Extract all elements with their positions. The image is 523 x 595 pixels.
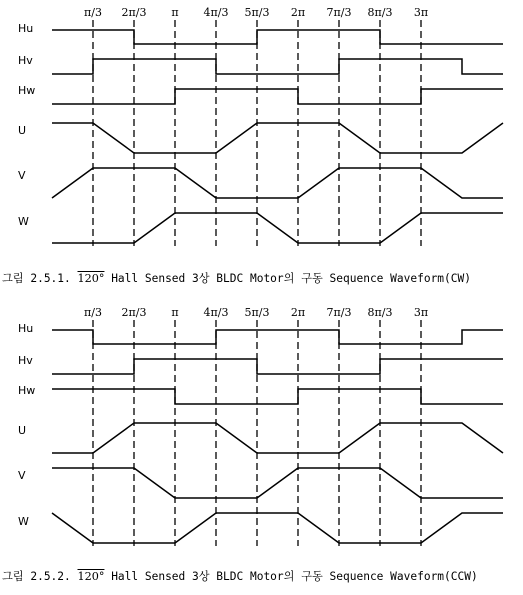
caption-text: Hall Sensed 3상 BLDC Motor의 구동 Sequence Waveform(CW) (104, 272, 471, 285)
signal-waveform-hu (52, 330, 503, 344)
phase-tick-label: π (171, 306, 179, 319)
phase-tick-label: 8π/3 (367, 306, 393, 319)
phase-tick-label: 5π/3 (244, 6, 270, 19)
figure-caption-cw (2, 270, 471, 286)
signal-waveform-hv (52, 59, 503, 74)
signal-label-v: V (18, 169, 26, 182)
signal-waveform-hv (52, 359, 503, 374)
phase-tick-label: 3π (413, 306, 429, 319)
signal-label-v: V (18, 469, 26, 482)
phase-tick-label: π/3 (84, 6, 102, 19)
phase-tick-label: 7π/3 (326, 6, 352, 19)
signal-label-hw: Hw (18, 384, 36, 397)
phase-tick-label: 4π/3 (203, 6, 229, 19)
signal-waveform-hu (52, 30, 503, 44)
caption-text: Hall Sensed 3상 BLDC Motor의 구동 Sequence Waveform(CCW) (104, 570, 478, 583)
signal-label-hu: Hu (18, 22, 34, 35)
signal-label-hu: Hu (18, 322, 34, 335)
phase-tick-label: 2π (290, 306, 306, 319)
signal-waveform-v (52, 168, 503, 198)
phase-tick-label: 5π/3 (244, 306, 270, 319)
signal-waveform-w (52, 513, 503, 543)
phase-tick-label: π (171, 6, 179, 19)
caption-prefix: 그림 2.5.1. (2, 272, 78, 285)
signal-label-w: W (18, 215, 29, 228)
signal-waveform-hw (52, 389, 503, 404)
waveform-plot-ccw (0, 300, 523, 560)
phase-tick-label: 7π/3 (326, 306, 352, 319)
signal-label-w: W (18, 515, 29, 528)
signal-label-hv: Hv (18, 354, 33, 367)
caption-prefix: 그림 2.5.2. (2, 570, 78, 583)
figure-caption-ccw (2, 568, 478, 584)
phase-tick-label: 2π/3 (121, 6, 147, 19)
waveform-figure-cw (0, 0, 523, 285)
signal-waveform-u (52, 123, 503, 153)
signal-label-u: U (18, 424, 27, 437)
waveform-figure-ccw (0, 300, 523, 583)
caption-angle: 120° (77, 570, 105, 583)
signal-waveform-w (52, 213, 503, 243)
waveform-plot-cw (0, 0, 523, 260)
phase-tick-label: 2π (290, 6, 306, 19)
phase-tick-label: π/3 (84, 306, 102, 319)
signal-waveform-v (52, 468, 503, 498)
phase-tick-label: 2π/3 (121, 306, 147, 319)
caption-angle: 120° (77, 272, 105, 285)
signal-waveform-hw (52, 89, 503, 104)
signal-waveform-u (52, 423, 503, 453)
signal-label-hw: Hw (18, 84, 36, 97)
phase-tick-label: 4π/3 (203, 306, 229, 319)
phase-tick-label: 8π/3 (367, 6, 393, 19)
phase-tick-label: 3π (413, 6, 429, 19)
signal-label-u: U (18, 124, 27, 137)
signal-label-hv: Hv (18, 54, 33, 67)
